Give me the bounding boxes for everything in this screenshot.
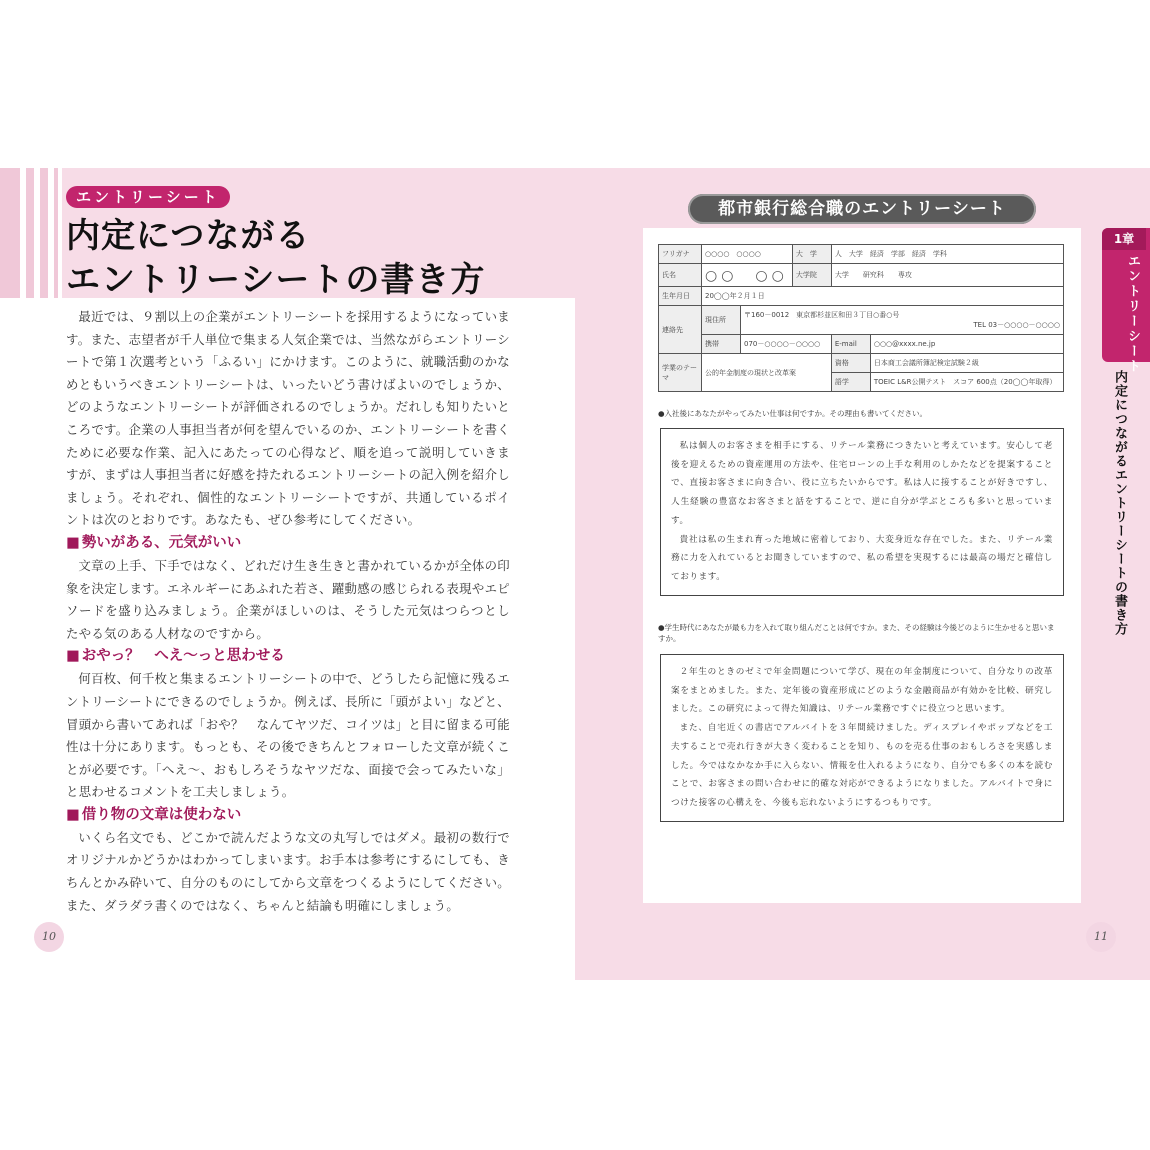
question-1: ●入社後にあなたがやってみたい仕事は何ですか。その理由も書いてください。 xyxy=(658,409,928,418)
language-value: TOEIC L&R公開テスト スコア 600点（20◯◯年取得） xyxy=(870,373,1063,392)
answer-paragraph: 貴社は私の生まれ育った地域に密着しており、大変身近な存在でした。また、リテール業務に力を入れているとお聞きしていますので、私の希望を実現するには最高の場だと確信しております。 xyxy=(671,534,1053,582)
phone-value: TEL 03－○○○○－○○○○ xyxy=(973,321,1060,329)
furigana-value: ○○○○ ○○○○ xyxy=(702,245,793,264)
mobile-label: 携帯 xyxy=(702,335,741,354)
running-title: 内定につながるエントリーシートの書き方 xyxy=(1112,370,1127,636)
intro-paragraph: 最近では、９割以上の企業がエントリーシートを採用するようになっています。また、志望者が千人単位で集まる人気企業では、当然ながらエントリーシートで第１次選考という「ふるい」にかけます。このように、就職活動のかなめともいうべきエントリーシートは、いったいどう書けばよいのでしょうか、どのようなエントリーシートが評価されるのでしょうか。だれしも知りたいところです。企業の人事担当者が何を望んでいるのか、エントリーシートを書くために必要な作業、記入にあたっての心得など、順を追って説明していきますが、まずは人事担当者に好感を持たれるエントリーシートの記入例を紹介しましょう。それぞれ、個性的なエントリーシートですが、共通しているポイントは次のとおりです。あなたも、ぜひ参考にしてください。 xyxy=(66,309,510,528)
section-paragraph: 文章の上手、下手ではなく、どれだけ生き生きと書かれているかが全体の印象を決定します。エネルギーにあふれた若さ、躍動感の感じられる表現やエピソードを盛り込みましょう。企業がほしいのは、そうした元気はつらつとしたやる気のある人材なのですから。 xyxy=(66,557,510,641)
chapter-name: エントリーシート xyxy=(1125,254,1140,374)
address-label: 現住所 xyxy=(702,306,741,335)
example-title: 都市銀行総合職のエントリーシート xyxy=(688,194,1036,224)
section-heading: ■ おやっ？ へえ～っと思わせる xyxy=(66,645,510,668)
profile-form xyxy=(658,244,1064,392)
address-value: 〒160－0012 東京都杉並区和田３丁目○番○号 xyxy=(744,311,900,319)
email-value: ○○○@xxxx.ne.jp xyxy=(870,335,1063,354)
name-label: 氏名 xyxy=(659,264,702,287)
study-theme-value: 公的年金制度の現状と改革案 xyxy=(702,354,832,392)
mobile-value: 070－○○○○－○○○○ xyxy=(741,335,832,354)
answer-box-1 xyxy=(660,428,1064,596)
chapter-number: 1章 xyxy=(1102,228,1146,250)
page-title-line1: 内定につながる xyxy=(66,216,311,256)
section-paragraph: いくら名文でも、どこかで読んだような文の丸写しではダメ。最初の数行でオリジナルかどうかはわかってしまいます。お手本は参考にするにしても、きちんとかみ砕いて、自分のものにしてから文章をつくるようにしてください。また、ダラダラ書くのではなく、ちゃんと結論も明確にしましょう。 xyxy=(66,829,510,913)
answer-paragraph: ２年生のときのゼミで年金問題について学び、現在の年金制度について、自分なりの改革案をまとめました。また、定年後の資産形成にどのような金融商品が有効かを比較、研究しました。この研究によって得た知識は、リテール業務ですぐに役立つと思います。 xyxy=(671,667,1053,715)
body-text xyxy=(66,306,510,917)
page-number-right: 11 xyxy=(1086,922,1116,952)
section-heading: ■ 勢いがある、元気がいい xyxy=(66,532,510,555)
question-2: ●学生時代にあなたが最も力を入れて取り組んだことは何ですか。また、その経験は今後どのように生かせると思いますか。 xyxy=(658,623,1055,643)
qualification-value: 日本商工会議所簿記検定試験２級 xyxy=(870,354,1063,373)
name-value: ○○ ○○ xyxy=(702,264,793,287)
university-value: 人 大学 経済 学部 経済 学科 xyxy=(831,245,1063,264)
study-theme-label: 学業のテーマ xyxy=(659,354,702,392)
decor-stripe xyxy=(54,168,58,298)
section-paragraph: 何百枚、何千枚と集まるエントリーシートの中で、どうしたら記憶に残るエントリーシートにできるのでしょうか。例えば、長所に「頭がよい」などと、冒頭から書いてあれば「おや？ なんてヤツだ、コイツは」と目に留まる可能性は十分にあります。もっとも、その後できちんとフォローした文章が続くことが必要です。「へえ～、おもしろそうなヤツだな、面接で会ってみたいな」と思わせるコメントを工夫しましょう。 xyxy=(66,671,510,800)
answer-paragraph: また、自宅近くの書店でアルバイトを３年間続けました。ディスプレイやポップなどを工夫することで売れ行きが大きく変わることを知り、ものを売る仕事のおもしろさを実感しました。今ではなかなか手に入らない、情報を仕入れるようになり、自分でも多くの本を読むことで、お客さまの問い合わせに的確な対応ができるようになりました。アルバイトで身につけた接客の心構えを、今後も忘れないようにするつもりです。 xyxy=(671,723,1053,808)
contact-label: 連絡先 xyxy=(659,306,702,354)
page-number-left: 10 xyxy=(34,922,64,952)
answer-paragraph: 私は個人のお客さまを相手にする、リテール業務につきたいと考えています。安心して老後を迎えるための資産運用の方法や、住宅ローンの上手な利用のしかたなどを提案することで、直接お客さまに向き合い、役に立ちたいからです。私は人に接することが好きですし、人生経験の豊富なお客さまと話をすることで、逆に自分が学ぶところも多いと思っています。 xyxy=(671,441,1053,526)
university-label: 大 学 xyxy=(792,245,831,264)
email-label: E-mail xyxy=(831,335,870,354)
decor-stripe xyxy=(40,168,48,298)
section-heading: ■ 借り物の文章は使わない xyxy=(66,804,510,827)
birthdate-label: 生年月日 xyxy=(659,287,702,306)
grad-school-label: 大学院 xyxy=(792,264,831,287)
address-cell xyxy=(741,306,1064,335)
kicker-badge: エントリーシート xyxy=(66,186,230,208)
birthdate-value: 20◯◯年２月１日 xyxy=(702,287,1064,306)
language-label: 語学 xyxy=(831,373,870,392)
page-title-line2: エントリーシートの書き方 xyxy=(66,260,486,300)
decor-stripe xyxy=(0,168,20,298)
decor-stripe xyxy=(26,168,34,298)
answer-box-2 xyxy=(660,654,1064,822)
qualification-label: 資格 xyxy=(831,354,870,373)
grad-school-value: 大学 研究科 専攻 xyxy=(831,264,1063,287)
furigana-label: フリガナ xyxy=(659,245,702,264)
